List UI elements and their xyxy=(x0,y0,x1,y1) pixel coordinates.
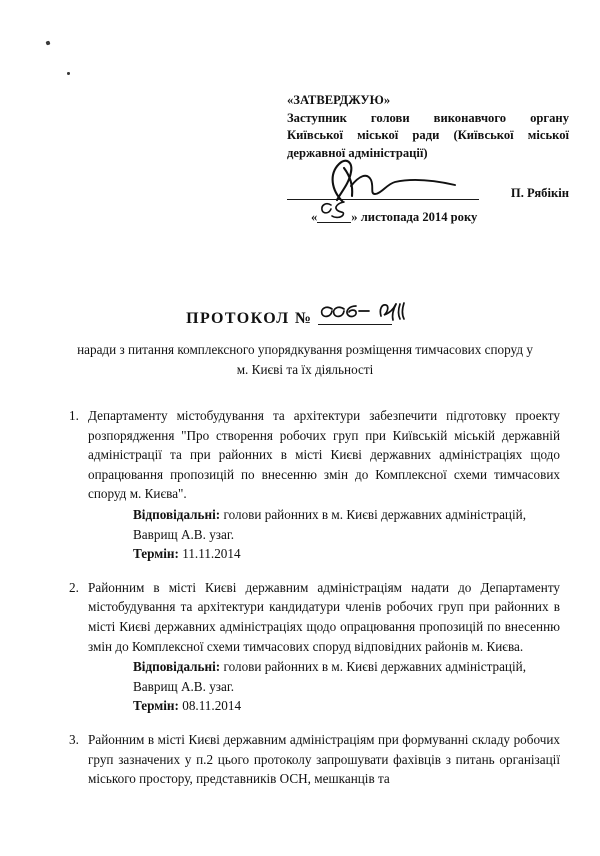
protocol-items xyxy=(60,406,560,803)
list-item xyxy=(60,730,560,789)
scan-speckle xyxy=(67,72,70,75)
item-text: Районним в місті Києві державним адміністраціям при формуванні складу робочих груп зазначених у п.2 цього протоколу запрошувати фахівців з питань організації міського простору, представників ОСН, мешканців та xyxy=(88,731,560,787)
item-number: 2. xyxy=(69,579,79,595)
date-quote-open: « xyxy=(311,210,318,224)
date-rest: » листопада 2014 року xyxy=(351,210,478,224)
responsible-value: голови районних в м. Києві державних адміністрацій, xyxy=(223,506,527,522)
list-item xyxy=(60,578,560,716)
protocol-subtitle xyxy=(55,340,555,380)
responsible-line xyxy=(133,505,560,525)
approval-line-1: Заступник голови виконавчого органу xyxy=(287,110,569,125)
protocol-word: ПРОТОКОЛ xyxy=(186,310,290,327)
protocol-number-symbol: № xyxy=(289,310,318,327)
protocol-title xyxy=(0,308,600,328)
responsible-value: голови районних в м. Києві державних адміністрацій, xyxy=(223,659,527,675)
subtitle-line-2: м. Києві та їх діяльності xyxy=(236,362,374,377)
approval-line-2: Київської міської ради (Київської міської xyxy=(287,128,569,143)
responsible-extra: Ваврищ А.В. узаг. xyxy=(133,526,235,542)
protocol-number-slot xyxy=(318,308,414,326)
deadline-value: 08.11.2014 xyxy=(182,698,242,714)
item-number: 3. xyxy=(69,731,79,747)
item-text: Районним в місті Києві державним адміністраціям надати до Департаменту містобудування та архітектури кандидатури членів робочих груп при районних в місті Києві державних адміністраціях щодо опрацювання пропозицій по внесенню змін до Комплексної схеми тимчасових споруд відповідних районів м. Києва. xyxy=(88,579,560,654)
item-responsible-block xyxy=(88,505,560,564)
scan-speckle xyxy=(45,40,50,45)
signature-rule xyxy=(287,199,479,200)
item-text: Департаменту містобудування та архітектури забезпечити підготовку проекту розпорядження "Про створення робочих груп при Київській міській державній адміністрації та при районних в місті Києві державних адміністраціях щодо опрацювання пропозицій по внесенню змін до Комплексної схеми тимчасових споруд м. Києва". xyxy=(88,408,560,502)
deadline-value: 11.11.2014 xyxy=(182,546,241,562)
responsible-line xyxy=(133,657,560,677)
approval-heading: «ЗАТВЕРДЖУЮ» xyxy=(287,93,391,107)
deadline-line xyxy=(133,544,560,564)
deadline-line xyxy=(133,696,560,716)
responsible-label: Відповідальні: xyxy=(133,506,221,522)
subtitle-line-1: наради з питання комплексного упорядкування розміщення тимчасових споруд у xyxy=(77,342,533,357)
date-day-blank xyxy=(317,208,351,223)
handwritten-protocol-number-icon xyxy=(318,298,414,324)
deadline-label: Термін: xyxy=(133,698,179,714)
item-responsible-block xyxy=(88,657,560,716)
responsible-extra: Ваврищ А.В. узаг. xyxy=(133,678,235,694)
approval-line-3: державної адміністрації) xyxy=(287,145,428,160)
item-number: 1. xyxy=(69,408,79,423)
list-item xyxy=(60,406,560,564)
handwritten-day-icon xyxy=(319,199,351,219)
deadline-label: Термін: xyxy=(133,546,179,562)
approval-block xyxy=(287,92,569,162)
approval-date-line xyxy=(311,208,477,225)
responsible-label: Відповідальні: xyxy=(133,659,221,675)
protocol-number-rule xyxy=(318,324,392,325)
signatory-name: П. Рябікін xyxy=(510,186,569,200)
handwritten-signature-icon xyxy=(317,156,467,204)
